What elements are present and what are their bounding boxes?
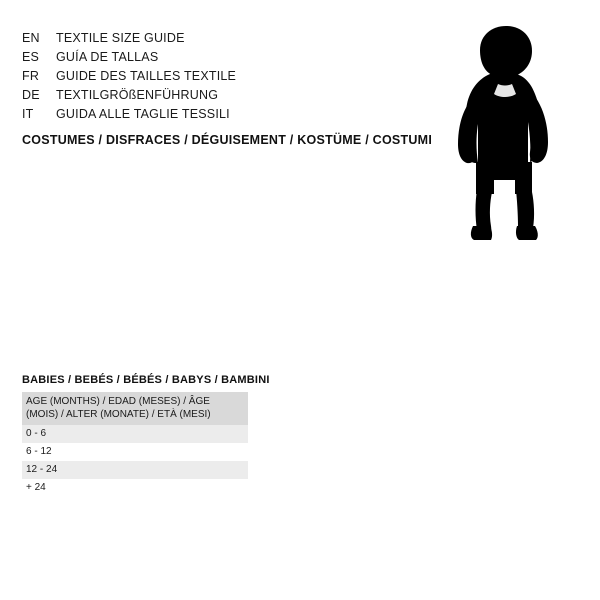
language-row-it (22, 106, 382, 122)
language-code-it: IT (22, 107, 34, 121)
language-text-fr: GUIDE DES TAILLES TEXTILE (56, 69, 237, 83)
table-cell-age-1: 6 - 12 (22, 443, 248, 461)
table-caption: BABIES / BEBÉS / BÉBÉS / BABYS / BAMBINI (22, 374, 270, 386)
table-header-age: AGE (MONTHS) / EDAD (MESES) / ÂGE (MOIS) / ALTER (MONATE) / ETÀ (MESI) (22, 392, 248, 425)
language-row-es (22, 49, 382, 65)
size-table (22, 392, 248, 497)
language-row-en (22, 30, 382, 46)
table-cell-age-0: 0 - 6 (22, 425, 248, 443)
language-row-fr (22, 68, 382, 84)
size-table-section (22, 374, 270, 497)
language-text-de: TEXTILGRÖßENFÜHRUNG (56, 88, 219, 102)
toddler-silhouette-icon (420, 22, 580, 242)
table-cell-age-2: 12 - 24 (22, 461, 248, 479)
language-text-en: TEXTILE SIZE GUIDE (56, 31, 185, 45)
language-code-en: EN (22, 31, 40, 45)
language-row-de (22, 87, 382, 103)
category-title: COSTUMES / DISFRACES / DÉGUISEMENT / KOSTÜME / COSTUMI (22, 133, 433, 147)
table-row (22, 461, 248, 479)
language-code-es: ES (22, 50, 40, 64)
language-text-es: GUÍA DE TALLAS (56, 50, 159, 64)
language-code-fr: FR (22, 69, 40, 83)
language-text-it: GUIDA ALLE TAGLIE TESSILI (56, 107, 230, 121)
language-code-de: DE (22, 88, 40, 102)
language-list (22, 30, 382, 125)
table-row (22, 425, 248, 443)
table-cell-age-3: + 24 (22, 479, 248, 497)
table-row (22, 443, 248, 461)
table-header-row (22, 392, 248, 425)
table-row (22, 479, 248, 497)
